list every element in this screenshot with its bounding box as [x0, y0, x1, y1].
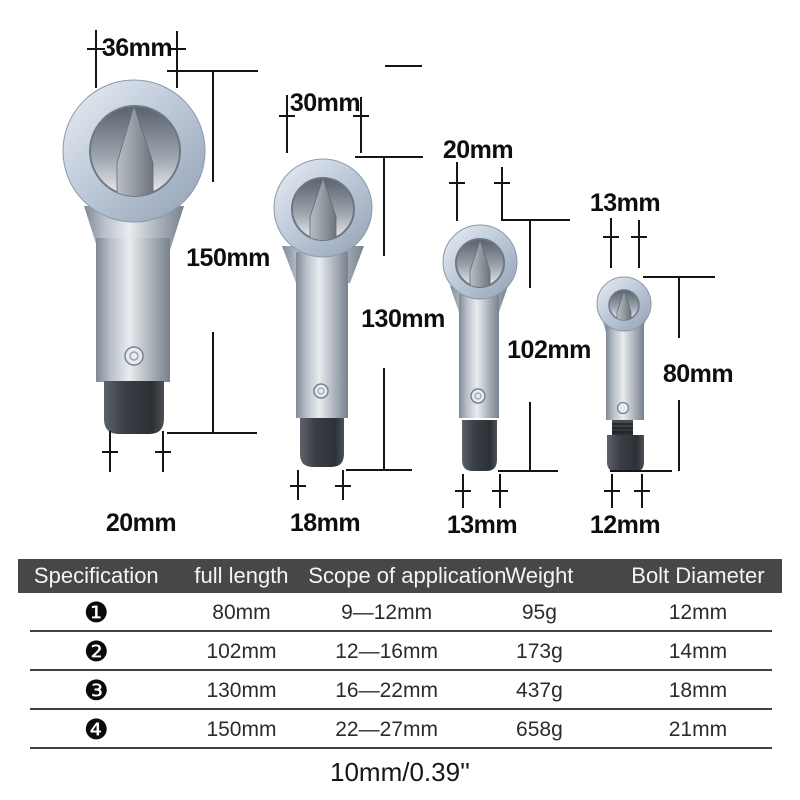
scope-value: 9—12mm — [341, 600, 433, 624]
tool-size-smallest — [597, 277, 651, 472]
full-length-value: 150mm — [206, 717, 277, 741]
spec-table — [18, 559, 782, 749]
bolt-diameter-value: 14mm — [668, 639, 728, 663]
scope-value: 22—27mm — [335, 717, 438, 741]
tool-size-medium — [443, 225, 517, 471]
spec-number-badge: ❷ — [83, 634, 109, 668]
tool-1-length-label: 150mm — [186, 244, 270, 272]
threaded-collar — [612, 420, 633, 436]
weight-value: 437g — [516, 678, 563, 702]
bolt-diameter-value: 12mm — [668, 600, 728, 624]
table-row-2 — [18, 632, 782, 671]
tension-screw — [618, 403, 629, 414]
tool-2-length-label: 130mm — [361, 305, 445, 333]
tool-4-length-label: 80mm — [662, 360, 734, 388]
tool-3-length-label: 102mm — [507, 336, 591, 364]
weight-value: 173g — [516, 639, 563, 663]
weight-value: 658g — [516, 717, 563, 741]
tension-screw — [125, 347, 143, 365]
bolt-diameter-value: 18mm — [668, 678, 728, 702]
tool-2-bottom-width-label: 18mm — [289, 509, 361, 537]
tension-screw — [314, 384, 328, 398]
tool-hex-tip — [300, 418, 344, 467]
spec-number-badge: ❶ — [83, 595, 109, 629]
tool-1-bottom-width-label: 20mm — [105, 509, 177, 537]
tool-2-top-width-label: 30mm — [289, 89, 361, 117]
size-conversion-note: 10mm/0.39'' — [330, 757, 470, 787]
tool-hex-tip — [462, 420, 497, 471]
tool-hex-tip — [104, 381, 164, 434]
full-length-value: 102mm — [206, 639, 277, 663]
table-body — [18, 593, 782, 749]
tool-3-bottom-width-label: 13mm — [446, 511, 518, 539]
table-row-1 — [18, 593, 782, 632]
tool-size-largest — [63, 80, 205, 434]
bolt-diameter-value: 21mm — [668, 717, 728, 741]
scope-value: 16—22mm — [335, 678, 438, 702]
scope-value: 12—16mm — [335, 639, 438, 663]
full-length-value: 80mm — [212, 600, 271, 624]
spec-number-badge: ❸ — [83, 673, 109, 707]
col-header-specification: Specification — [33, 563, 159, 588]
col-header-full-length: full length — [194, 563, 289, 588]
tool-1-top-width-label: 36mm — [101, 34, 173, 62]
tool-size-large — [274, 159, 372, 467]
weight-value: 95g — [521, 600, 557, 624]
full-length-value: 130mm — [206, 678, 277, 702]
tool-4-top-width-label: 13mm — [589, 189, 661, 217]
spec-number-badge: ❹ — [83, 712, 109, 746]
table-header-row — [18, 559, 782, 593]
tool-3-top-width-label: 20mm — [442, 136, 514, 164]
col-header-weight: Weight — [505, 563, 574, 588]
tool-4-bottom-width-label: 12mm — [589, 511, 661, 539]
col-header-bolt-diameter: Bolt Diameter — [631, 563, 765, 588]
table-row-3 — [18, 671, 782, 710]
table-row-4 — [18, 710, 782, 749]
tool-hex-tip — [607, 435, 644, 472]
tension-screw — [471, 389, 485, 403]
col-header-scope: Scope of application — [308, 563, 507, 588]
